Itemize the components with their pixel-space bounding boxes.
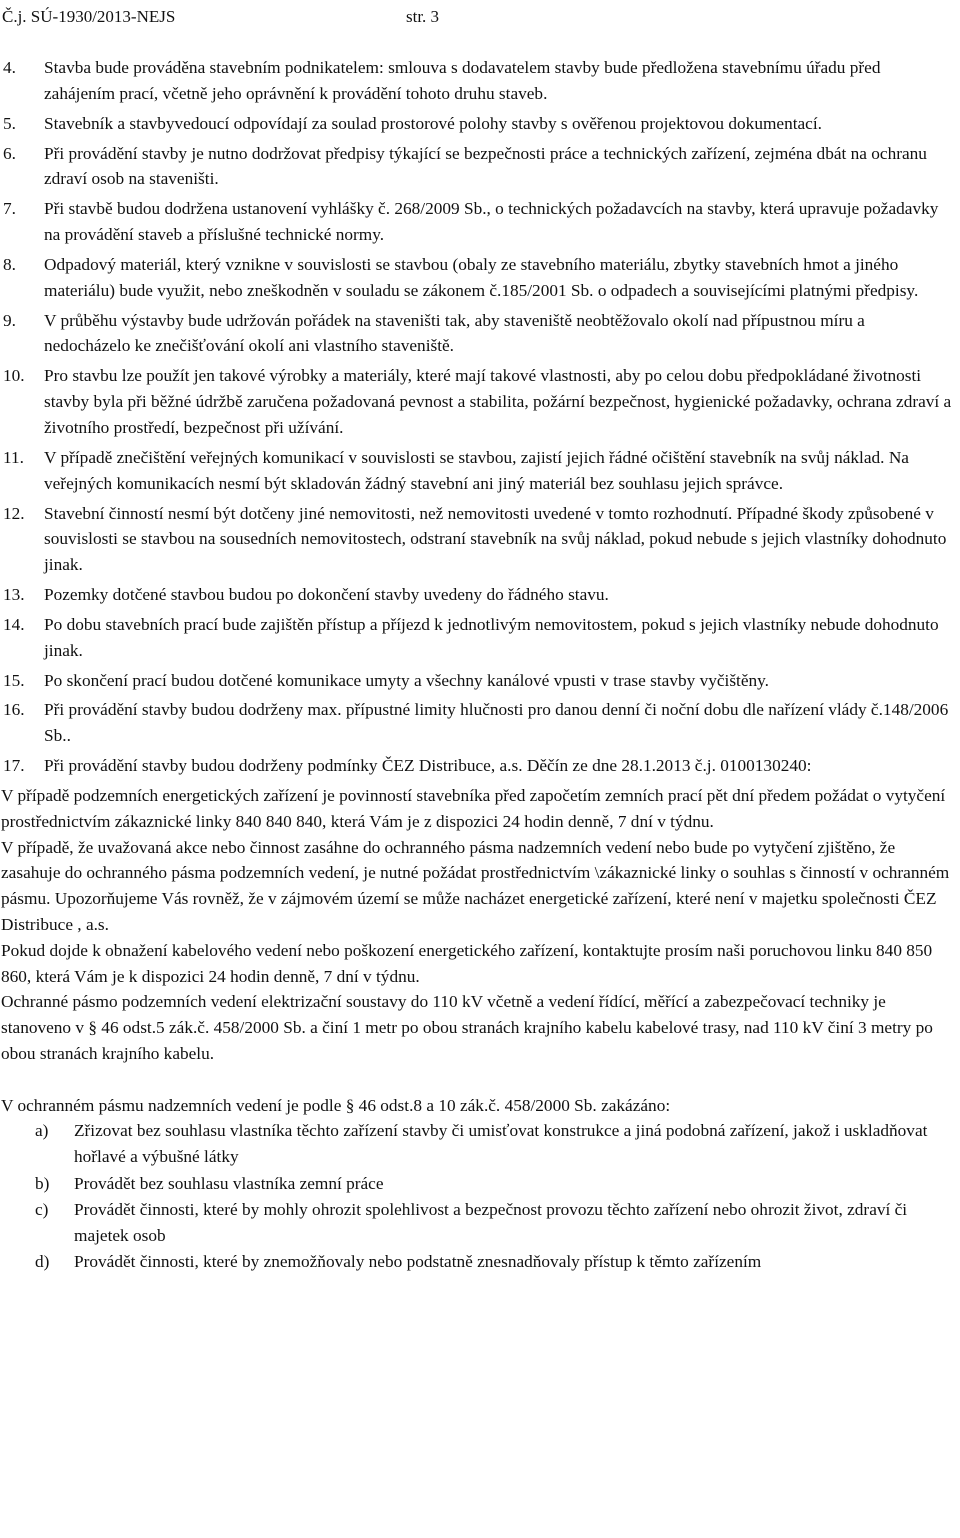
condition-number: 16. [3, 700, 25, 720]
condition-item [0, 582, 955, 608]
page-number: str. 3 [406, 7, 440, 26]
condition-number: 11. [3, 447, 24, 467]
condition-text: Stavba bude prováděna stavebním podnikatelem: smlouva s dodavatelem stavby bude předložena stavebnímu úřadu před zahájením prací, včetně jeho oprávnění k provádění tohoto druhu staveb. [44, 58, 881, 103]
prohibited-text: Provádět činnosti, které by mohly ohrozit spolehlivost a bezpečnost provozu těchto zařízení nebo ohrozit život, zdraví či majetek osob [74, 1199, 908, 1245]
prohibited-item [0, 1197, 955, 1249]
condition-item [0, 196, 955, 248]
condition-number: 14. [3, 614, 25, 634]
prohibited-item [0, 1249, 955, 1275]
condition-item [0, 252, 955, 304]
document-reference: Č.j. SÚ-1930/2013-NEJS [2, 7, 176, 26]
condition-number: 4. [3, 58, 16, 77]
condition-text: Po dobu stavebních prací bude zajištěn přístup a příjezd k jednotlivým nemovitostem, pokud s jejich vlastníky nebude dohodnuto jinak. [44, 614, 939, 660]
prohibited-item [0, 1118, 955, 1170]
prohibited-label: d) [35, 1252, 50, 1272]
condition-text: Při provádění stavby budou dodrženy max. přípustné limity hlučnosti pro danou denní či noční dobu dle nařízení vlády č.148/2006 Sb.. [44, 700, 949, 746]
condition-text: V průběhu výstavby bude udržován pořádek na staveništi tak, aby staveniště neobtěžovalo okolí nad přípustnou míru a nedocházelo ke znečišťování okolí ani vlastního staveniště. [44, 310, 865, 356]
condition-item [0, 445, 955, 497]
prohibited-text: Zřizovat bez souhlasu vlastníka těchto zařízení stavby či umisťovat konstrukce a jiná podobná zařízení, jakož i uskladňovat hořlavé a výbušné látky [74, 1121, 928, 1167]
condition-item [0, 501, 955, 578]
condition-text: Po skončení prací budou dotčené komunikace umyty a všechny kanálové vpusti v trase stavby vyčištěny. [44, 670, 769, 690]
condition-number: 9. [3, 310, 16, 330]
condition-number: 12. [3, 503, 25, 523]
condition-item [0, 753, 955, 779]
condition-number: 6. [3, 143, 16, 163]
spacer [0, 1067, 955, 1093]
condition-number: 8. [3, 254, 16, 274]
condition-number: 7. [3, 199, 16, 219]
condition-item [0, 697, 955, 749]
prohibited-label: c) [35, 1199, 49, 1219]
condition-text: Stavebník a stavbyvedoucí odpovídají za soulad prostorové polohy stavby s ověřenou projektovou dokumentací. [44, 113, 822, 133]
condition-text: Při provádění stavby je nutno dodržovat předpisy týkající se bezpečnosti práce a technických zařízení, zejména dbát na ochranu zdraví osob na staveništi. [44, 143, 927, 189]
condition-item [0, 363, 955, 440]
prohibited-label: b) [35, 1173, 50, 1193]
condition-text: V případě znečištění veřejných komunikací v souvislosti se stavbou, zajistí jejich řádné očištění stavebník na svůj náklad. Na veřejných komunikacích nesmí být skladován žádný stavební ani jiný materiál bez souhlasu jejich správce. [44, 447, 909, 493]
condition-number: 15. [3, 670, 25, 690]
condition-text: Pozemky dotčené stavbou budou po dokončení stavby uvedeny do řádného stavu. [44, 584, 609, 604]
paragraph-vytyceni: V případě podzemních energetických zařízení je povinností stavebníka před započetím zemních prací pět dní předem požádat o vytyčení prostřednictvím zákaznické linky 840 840 840, která Vám je z dispozici 24 hodin denně, 7 dní v týdnu. [1, 786, 946, 831]
prohibited-text: Provádět činnosti, které by znemožňovaly nebo podstatně znesnadňovaly přístup k těmto zařízením [74, 1252, 762, 1272]
prohibited-text: Provádět bez souhlasu vlastníka zemní práce [74, 1173, 384, 1193]
conditions-list [0, 55, 955, 779]
condition-item [0, 668, 955, 694]
condition-item [0, 141, 955, 193]
prohibited-label: a) [35, 1121, 49, 1141]
paragraph-ochranne-pasmo-podzemni: Ochranné pásmo podzemních vedení elektrizační soustavy do 110 kV včetně a vedení řídící, měřící a zabezpečovací techniky je stanoveno v § 46 odst.5 zák.č. 458/2000 Sb. a činí 1 metr po obou stranách krajního kabelu kabelové trasy, nad 110 kV činí 3 metry po obou stranách krajního kabelu. [1, 992, 933, 1063]
condition-text: Stavební činností nesmí být dotčeny jiné nemovitosti, než nemovitosti uvedené v tomto rozhodnutí. Případné škody způsobené v souvislosti se stavbou na sousedních nemovitostech, odstraní stavebník na svůj náklad, pokud nebude s jejich vlastníky dohodnuto jinak. [44, 503, 947, 575]
document-body [0, 55, 955, 1276]
paragraph-porucha: Pokud dojde k obnažení kabelového vedení nebo poškození energetického zařízení, kontaktujte prosím naši poruchovou linku 840 850 860, která Vám je k dispozici 24 hodin denně, 7 dní v týdnu. [1, 940, 933, 986]
condition-text: Pro stavbu lze použít jen takové výrobky a materiály, které mají takové vlastnosti, aby po celou dobu předpokládané životnosti stavby byla při běžné údržbě zaručena požadovaná pevnost a stabilita, požární bezpečnost, hygienické požadavky, ochrana zdraví a životního prostředí, bezpečnost při užívání. [44, 366, 952, 437]
condition-number: 10. [3, 366, 25, 386]
condition-item [0, 111, 955, 137]
condition-number: 17. [3, 756, 25, 776]
condition-text: Při stavbě budou dodržena ustanovení vyhlášky č. 268/2009 Sb., o technických požadavcích na stavby, která upravuje požadavky na provádění staveb a příslušné technické normy. [44, 199, 939, 245]
condition-item [0, 612, 955, 664]
condition-text: Odpadový materiál, který vznikne v souvislosti se stavbou (obaly ze stavebního materiálu, zbytky stavebních hmot a jiného materiálu) bude využit, nebo zneškodněn v souladu se zákonem č.185/2001 Sb. o odpadech a souvisejícími platnými předpisy. [44, 254, 919, 300]
paragraph-ochranne-pasmo-souhlas: V případě, že uvažovaná akce nebo činnost zasáhne do ochranného pásma nadzemních vedení nebo bude po vytyčení zjištěno, že zasahuje do ochranného pásma podzemních vedení, je nutné požádat prostřednictvím \zákaznické linky o souhlas s činností v ochranném pásmu. Upozorňujeme Vás rovněž, že v zájmovém území se může nacházet energetické zařízení, které není v majetku společnosti ČEZ Distribuce , a.s. [1, 837, 950, 935]
condition-text: Při provádění stavby budou dodrženy podmínky ČEZ Distribuce, a.s. Děčín ze dne 28.1.2013 č.j. 0100130240: [44, 756, 812, 776]
condition-number: 5. [3, 113, 16, 133]
prohibited-item [0, 1171, 955, 1197]
condition-number: 13. [3, 584, 25, 604]
prohibited-list [0, 1118, 955, 1275]
condition-item [0, 308, 955, 360]
condition-item [0, 55, 955, 107]
prohibited-lead: V ochranném pásmu nadzemních vedení je podle § 46 odst.8 a 10 zák.č. 458/2000 Sb. zakázáno: [1, 1095, 671, 1115]
